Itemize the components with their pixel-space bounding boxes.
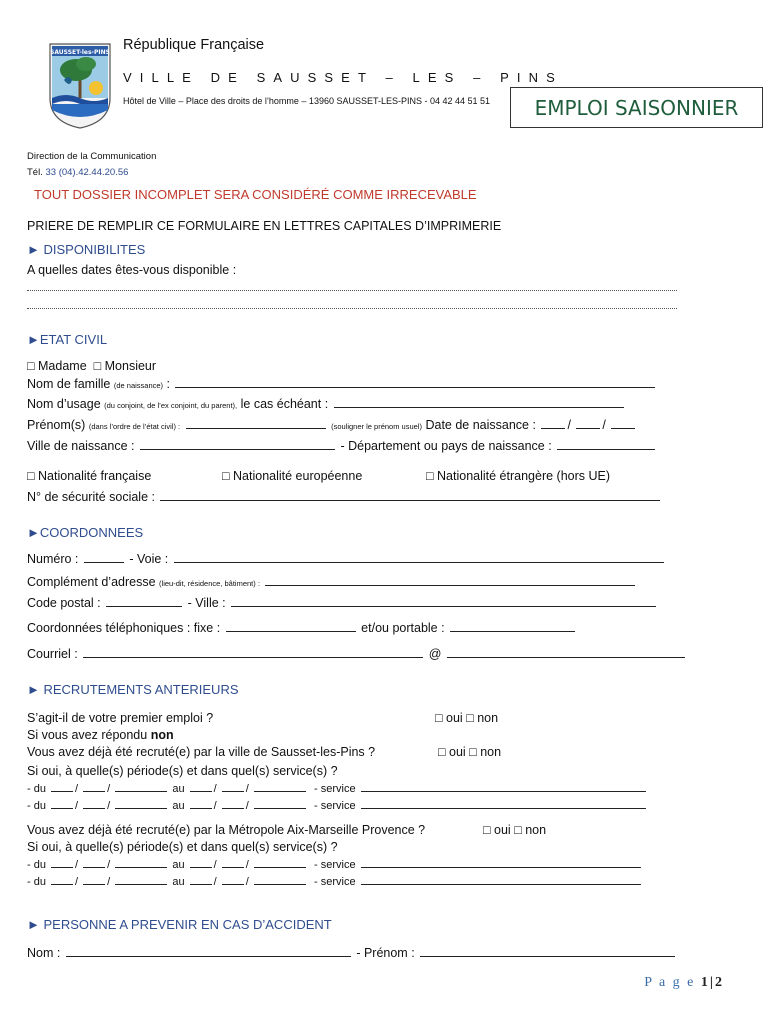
accident-prenom-field[interactable] [420, 956, 675, 957]
ville-field[interactable] [231, 606, 656, 607]
accident-nom-field[interactable] [66, 956, 351, 957]
logo-lettering: SAUSSET-les-PINS [50, 49, 110, 56]
nom-famille-note: (de naissance) [113, 381, 164, 390]
accident-contact-row [27, 946, 677, 960]
ville-naissance-field[interactable] [140, 449, 335, 450]
periode-metropole-row-1: - du / / au / / - service [27, 859, 643, 871]
direction-label: Direction de la Communication [27, 151, 157, 162]
tel-label: Tél. [27, 167, 43, 178]
birth-month-field[interactable] [576, 428, 600, 429]
du-year-field[interactable] [115, 867, 167, 868]
numero-field[interactable] [84, 562, 124, 563]
au-day-field[interactable] [190, 791, 212, 792]
nat-eu-checkbox[interactable]: □ Nationalité européenne [222, 469, 363, 483]
nom-usage-label: Nom d’usage [27, 397, 101, 411]
courriel-label: Courriel : [27, 647, 78, 661]
service-label: - service [314, 800, 356, 812]
au-month-field[interactable] [222, 791, 244, 792]
portable-label: et/ou portable : [361, 621, 445, 635]
nat-etrangere-checkbox[interactable]: □ Nationalité étrangère (hors UE) [426, 469, 611, 483]
section-heading-etat-civil: ►ETAT CIVIL [27, 332, 108, 347]
deja-metropole-question: Vous avez déjà été recruté(e) par la Métropole Aix-Marseille Provence ? [27, 823, 426, 837]
complement-row [27, 575, 637, 589]
au-day-field[interactable] [190, 884, 212, 885]
sausset-coat-of-arms-logo [46, 40, 114, 130]
service-field[interactable] [361, 867, 641, 868]
naissance-row [27, 439, 657, 453]
republique-francaise: République Française [123, 37, 265, 53]
portable-field[interactable] [450, 631, 575, 632]
telephone-row [27, 621, 577, 635]
page-current: 1 [700, 975, 710, 990]
page-word: P a g e [644, 975, 696, 990]
availability-dotted-line-1[interactable] [27, 290, 677, 291]
au-label: au [172, 876, 185, 888]
page-separator: | [709, 975, 715, 990]
du-month-field[interactable] [83, 808, 105, 809]
au-month-field[interactable] [222, 884, 244, 885]
au-label: au [172, 800, 185, 812]
au-label: au [172, 783, 185, 795]
prenoms-note: (dans l’ordre de l’état civil) : [88, 422, 181, 431]
du-label: - du [27, 876, 46, 888]
complement-label: Complément d’adresse [27, 575, 156, 589]
du-day-field[interactable] [51, 791, 73, 792]
adresse-row [27, 552, 666, 566]
prenoms-row: Prénom(s) (dans l’ordre de l’état civil) : (souligner le prénom usuel) Date de naissance : / / [27, 418, 637, 432]
au-year-field[interactable] [254, 808, 306, 809]
at-sign: @ [428, 647, 442, 661]
fixe-field[interactable] [226, 631, 356, 632]
service-field[interactable] [361, 791, 646, 792]
service-label: - service [314, 783, 356, 795]
prenoms-field[interactable] [186, 428, 326, 429]
departement-label: - Département ou pays de naissance : [340, 439, 552, 453]
code-postal-field[interactable] [106, 606, 182, 607]
voie-field[interactable] [174, 562, 664, 563]
du-year-field[interactable] [115, 808, 167, 809]
au-label: au [172, 859, 185, 871]
page-total: 2 [715, 975, 724, 990]
accident-prenom-label: - Prénom : [356, 946, 415, 960]
periode-ville-row-1: - du / / au / / - service [27, 783, 648, 795]
section-heading-accident: ► PERSONNE A PREVENIR EN CAS D’ACCIDENT [27, 917, 332, 932]
du-day-field[interactable] [51, 884, 73, 885]
si-oui-metropole: Si oui, à quelle(s) période(s) et dans quel(s) service(s) ? [27, 840, 338, 854]
tel-number: 33 (04).42.44.20.56 [45, 167, 129, 178]
nom-usage-note: (du conjoint, de l’ex conjoint, du parent), [104, 401, 238, 410]
birth-year-field[interactable] [611, 428, 635, 429]
section-heading-disponibilites: ► DISPONIBILITES [27, 242, 146, 257]
page-number [644, 975, 724, 991]
si-non-label: Si vous avez répondu [27, 728, 148, 742]
du-year-field[interactable] [115, 884, 167, 885]
prenom-usuel-note: (souligner le prénom usuel) [331, 422, 422, 431]
non-bold: non [150, 728, 174, 742]
du-label: - du [27, 859, 46, 871]
du-year-field[interactable] [115, 791, 167, 792]
ville-naissance-label: Ville de naissance : [27, 439, 135, 453]
fixe-label: Coordonnées téléphoniques : fixe : [27, 621, 221, 635]
du-month-field[interactable] [83, 884, 105, 885]
au-year-field[interactable] [254, 884, 306, 885]
courriel-user-field[interactable] [83, 657, 423, 658]
section-heading-recrutements: ► RECRUTEMENTS ANTERIEURS [27, 682, 239, 697]
si-non-line [27, 728, 174, 742]
monsieur-checkbox[interactable]: □ Monsieur [93, 359, 157, 373]
deja-metropole-oui-non[interactable]: □ oui □ non [483, 823, 547, 837]
au-year-field[interactable] [254, 791, 306, 792]
complement-field[interactable] [265, 585, 635, 586]
availability-question: A quelles dates êtes-vous disponible : [27, 263, 237, 277]
section-heading-coordonnees: ►COORDONNEES [27, 525, 144, 540]
courriel-row [27, 647, 687, 661]
au-month-field[interactable] [222, 867, 244, 868]
civility-choice [27, 359, 156, 373]
premier-emploi-question: S’agit-il de votre premier emploi ? [27, 711, 214, 725]
complement-note: (lieu-dit, résidence, bâtiment) : [159, 579, 260, 588]
secu-row [27, 490, 662, 504]
numero-label: Numéro : [27, 552, 79, 566]
deja-ville-oui-non[interactable]: □ oui □ non [438, 745, 502, 759]
telephone-line [27, 167, 128, 178]
secu-label: N° de sécurité sociale : [27, 490, 155, 504]
code-postal-label: Code postal : [27, 596, 101, 610]
si-oui-ville: Si oui, à quelle(s) période(s) et dans quel(s) service(s) ? [27, 764, 338, 778]
nom-famille-field[interactable] [175, 387, 655, 388]
town-hall-address: Hôtel de Ville – Place des droits de l’homme – 13960 SAUSSET-LES-PINS - 04 42 44 51 51 [123, 96, 491, 106]
du-month-field[interactable] [83, 791, 105, 792]
au-year-field[interactable] [254, 867, 306, 868]
date-naissance-label: Date de naissance : [425, 418, 536, 432]
nat-fr-checkbox[interactable]: □ Nationalité française [27, 469, 152, 483]
birth-day-field[interactable] [541, 428, 565, 429]
ville-name: VILLE DE SAUSSET – LES – PINS [123, 70, 563, 85]
periode-ville-row-2: - du / / au / / - service [27, 800, 648, 812]
deja-ville-question: Vous avez déjà été recruté(e) par la ville de Sausset-les-Pins ? [27, 745, 376, 759]
code-postal-row [27, 596, 658, 610]
au-day-field[interactable] [190, 867, 212, 868]
au-day-field[interactable] [190, 808, 212, 809]
fill-instruction: PRIERE DE REMPLIR CE FORMULAIRE EN LETTRES CAPITALES D’IMPRIMERIE [27, 219, 502, 233]
nom-famille-row: Nom de famille (de naissance) : [27, 377, 657, 391]
service-field[interactable] [361, 884, 641, 885]
madame-checkbox[interactable]: □ Madame [27, 359, 87, 373]
secu-field[interactable] [160, 500, 660, 501]
nom-usage-row [27, 397, 626, 411]
nom-usage-field[interactable] [334, 407, 624, 408]
du-day-field[interactable] [51, 867, 73, 868]
service-label: - service [314, 876, 356, 888]
prenoms-label: Prénom(s) [27, 418, 86, 432]
periode-metropole-row-2: - du / / au / / - service [27, 876, 643, 888]
availability-dotted-line-2[interactable] [27, 308, 677, 309]
voie-label: - Voie : [129, 552, 169, 566]
du-label: - du [27, 783, 46, 795]
nom-usage-suffix: le cas échéant : [240, 397, 329, 411]
accident-nom-label: Nom : [27, 946, 61, 960]
premier-emploi-oui-non[interactable]: □ oui □ non [435, 711, 499, 725]
courriel-domain-field[interactable] [447, 657, 685, 658]
service-label: - service [314, 859, 356, 871]
du-label: - du [27, 800, 46, 812]
document-title-box [510, 87, 763, 128]
service-field[interactable] [361, 808, 646, 809]
ville-label: - Ville : [187, 596, 226, 610]
du-month-field[interactable] [83, 867, 105, 868]
incomplete-warning: TOUT DOSSIER INCOMPLET SERA CONSIDÉRÉ COMME IRRECEVABLE [34, 187, 477, 202]
nom-famille-label: Nom de famille [27, 377, 111, 391]
au-month-field[interactable] [222, 808, 244, 809]
du-day-field[interactable] [51, 808, 73, 809]
document-title: EMPLOI SAISONNIER [534, 96, 739, 120]
departement-field[interactable] [557, 449, 655, 450]
